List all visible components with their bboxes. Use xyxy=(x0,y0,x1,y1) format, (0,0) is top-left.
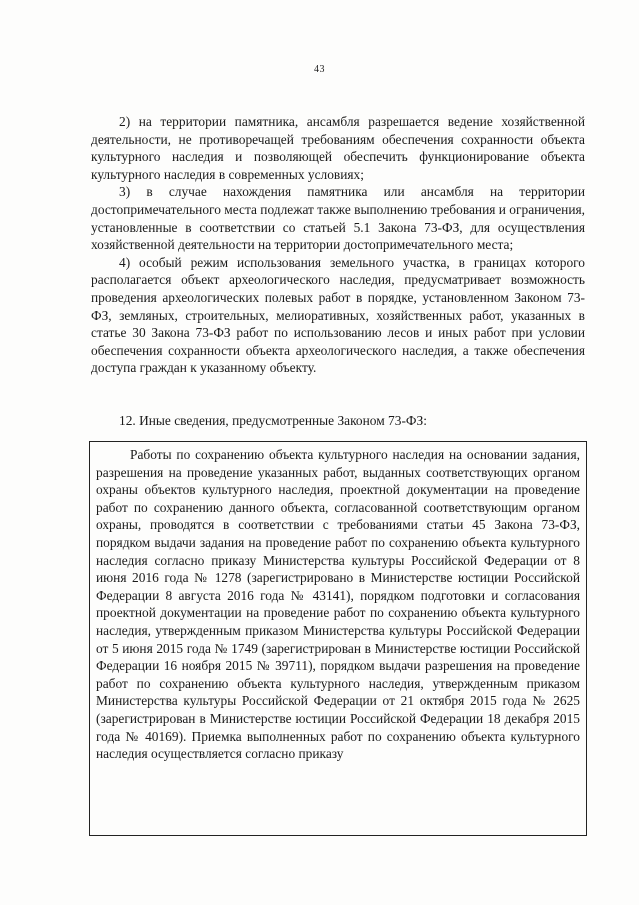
framed-text: Работы по сохранению объекта культурного наследия на основании задания, разрешения на проведение указанных работ, выданных соответствующих органом охраны объектов культурного наследия, проектной документации на проведение работ по сохранению данного объекта, согласованной соответствующим органом охраны, проводятся в соответствии с требованиями статьи 45 Закона 73-ФЗ, порядком выдачи задания на проведение работ по сохранению объекта культурного наследия согласно приказу Министерства культуры Российской Федерации от 8 июня 2016 года № 1278 (зарегистрировано в Министерстве юстиции Российской Федерации 8 августа 2016 года № 43141), порядком подготовки и согласования проектной документации на проведение работ по сохранению объекта культурного наследия, утвержденным приказом Министерства культуры Российской Федерации от 5 июня 2015 года № 1749 (зарегистрирован в Министерстве юстиции Российской Федерации 16 ноября 2015 № 39711), порядком выдачи разрешения на проведение работ по сохранению объекта культурного наследия, утвержденным приказом Министерства культуры Российской Федерации от 21 октября 2015 года № 2625 (зарегистрирован в Министерстве юстиции Российской Федерации 18 декабря 2015 года № 40169). Приемка выполненных работ по сохранению объекта культурного наследия осуществляется согласно приказу xyxy=(96,447,580,762)
page-number: 43 xyxy=(314,64,325,75)
paragraph-item-2: 2) на территории памятника, ансамбля разрешается ведение хозяйственной деятельности, не противоречащей требованиям обеспечения сохранности объекта культурного наследия и позволяющей обеспечить функционирование объекта культурного наследия в современных условиях; xyxy=(91,114,585,182)
framed-text-box xyxy=(89,441,587,836)
paragraph-item-3: 3) в случае нахождения памятника или ансамбля на территории достопримечательного места подлежат также выполнению требования и ограничения, установленные в соответствии со статьей 5.1 Закона 73-ФЗ, для осуществления хозяйственной деятельности на территории достопримечательного места; xyxy=(91,184,585,253)
requirements-list xyxy=(91,113,585,377)
section-heading: 12. Иные сведения, предусмотренные Законом 73-ФЗ: xyxy=(119,413,427,428)
paragraph-item-4: 4) особый режим использования земельного участка, в границах которого располагается объект археологического наследия, предусматривает возможность проведения археологических полевых работ в порядке, установленном Законом 73-ФЗ, земляных, строительных, мелиоративных, хозяйственных работ, указанных в статье 30 Закона 73-ФЗ работ по использованию лесов и иных работ при условии обеспечения сохранности объекта археологического наследия, а также обеспечения доступа граждан к указанному объекту. xyxy=(91,254,585,376)
